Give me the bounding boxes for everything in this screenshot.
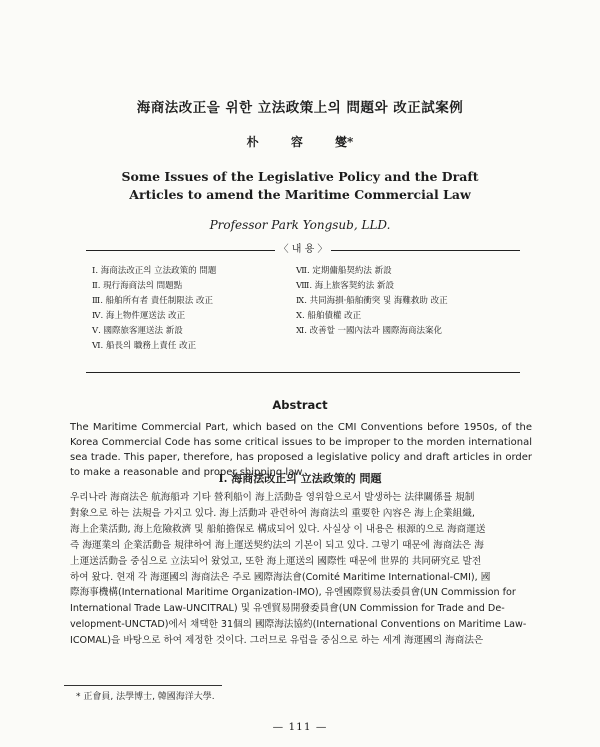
abstract-text: The Maritime Commercial Part, which based on the CMI Conventions before 1950s, of the Korea Commercial Code has some critical issues to be improper to the morden international sea trade. This paper, therefore, has proposed a legislative policy and draft articles in order to make a reasonable and proper shipping law. bbox=[70, 422, 532, 478]
body-line: 우리나라 海商法은 航海船과 기타 營利船이 海上活動을 영위함으로서 발생하는 法律關係를 規制 bbox=[70, 492, 475, 503]
contents-item: Ⅷ. 海上旅客契約法 新設 bbox=[296, 281, 394, 291]
contents-item: Ⅸ. 共同海損·船舶衝突 및 海難救助 改正 bbox=[296, 296, 448, 306]
abstract-heading: Abstract bbox=[272, 398, 328, 412]
section-heading: Ⅰ. 海商法改正의 立法政策的 問題 bbox=[218, 472, 382, 485]
contents-item: Ⅺ. 改善할 一國內法과 國際海商法案化 bbox=[296, 326, 442, 336]
body-line: ICOMAL)을 바탕으로 하여 제정한 것이다. 그러므로 유럽을 중심으로 하는 세계 海運國의 海商法은 bbox=[70, 635, 484, 647]
contents-item: Ⅵ. 船長의 職務上責任 改正 bbox=[92, 341, 197, 351]
body-paragraph bbox=[70, 490, 532, 649]
contents-item: Ⅱ. 現行海商法의 問題點 bbox=[92, 281, 183, 291]
contents-item: Ⅰ. 海商法改正의 立法政策的 問題 bbox=[92, 266, 217, 276]
contents-item: Ⅶ. 定期傭船契約法 新設 bbox=[296, 266, 392, 276]
body-line: 際海事機構(International Maritime Organization-IMO), 유엔國際貿易法委員會(UN Commission for bbox=[70, 587, 516, 599]
table-of-contents bbox=[86, 244, 520, 373]
contents-left-column bbox=[92, 264, 292, 354]
page-number: — 111 — bbox=[272, 721, 328, 733]
footnote-rule bbox=[64, 685, 222, 686]
paper-title-english-line-1: Some Issues of the Legislative Policy and the Draft bbox=[121, 169, 479, 184]
footnote: * 正會員, 法學博士, 韓國海洋大學. bbox=[76, 692, 215, 702]
contents-item: Ⅳ. 海上物件運送法 改正 bbox=[92, 311, 186, 321]
body-line: 對象으로 하는 法規을 가지고 있다. 海上活動과 관련하여 海商法의 重要한 內容은 海上企業組織, bbox=[70, 507, 475, 519]
body-line: 上運送活動을 중심으로 立法되어 왔었고, 또한 海上運送의 國際性 때문에 世界的 共同硏究로 발전 bbox=[70, 555, 482, 567]
contents-right-column bbox=[296, 264, 518, 339]
body-line: velopment-UNCTAD)에서 채택한 31個의 國際海法協約(International Conventions on Maritime Law- bbox=[70, 619, 527, 631]
body-line: 즉 海運業의 企業活動을 規律하여 海上運送契約法의 기본이 되고 있다. 그렇기 때문에 海商法은 海 bbox=[70, 539, 484, 551]
author-korean: 朴 容 燮* bbox=[246, 135, 354, 149]
contents-item: Ⅲ. 船舶所有者 責任制限法 改正 bbox=[92, 296, 214, 306]
author-english: Professor Park Yongsub, LLD. bbox=[209, 218, 391, 232]
contents-item: Ⅹ. 船舶債權 改正 bbox=[296, 311, 362, 321]
body-line: International Trade Law-UNCITRAL) 및 유엔貿易開發委員會(UN Commission for Trade and De- bbox=[70, 603, 505, 615]
contents-item: Ⅴ. 國際旅客運送法 新設 bbox=[92, 326, 183, 336]
paper-title-english-line-2: Articles to amend the Maritime Commercial Law bbox=[129, 187, 471, 202]
contents-heading: 〈 내 용 〉 bbox=[86, 243, 520, 257]
paper-title-korean: 海商法改正을 위한 立法政策上의 問題와 改正試案例 bbox=[136, 100, 464, 116]
body-line: 하여 왔다. 현재 각 海運國의 海商法은 주로 國際海法會(Comité Maritime International-CMI), 國 bbox=[70, 571, 491, 583]
body-line: 海上企業活動, 海上危險救濟 및 船舶擔保로 構成되어 있다. 사실상 이 내용은 根源的으로 海商運送 bbox=[70, 523, 486, 535]
